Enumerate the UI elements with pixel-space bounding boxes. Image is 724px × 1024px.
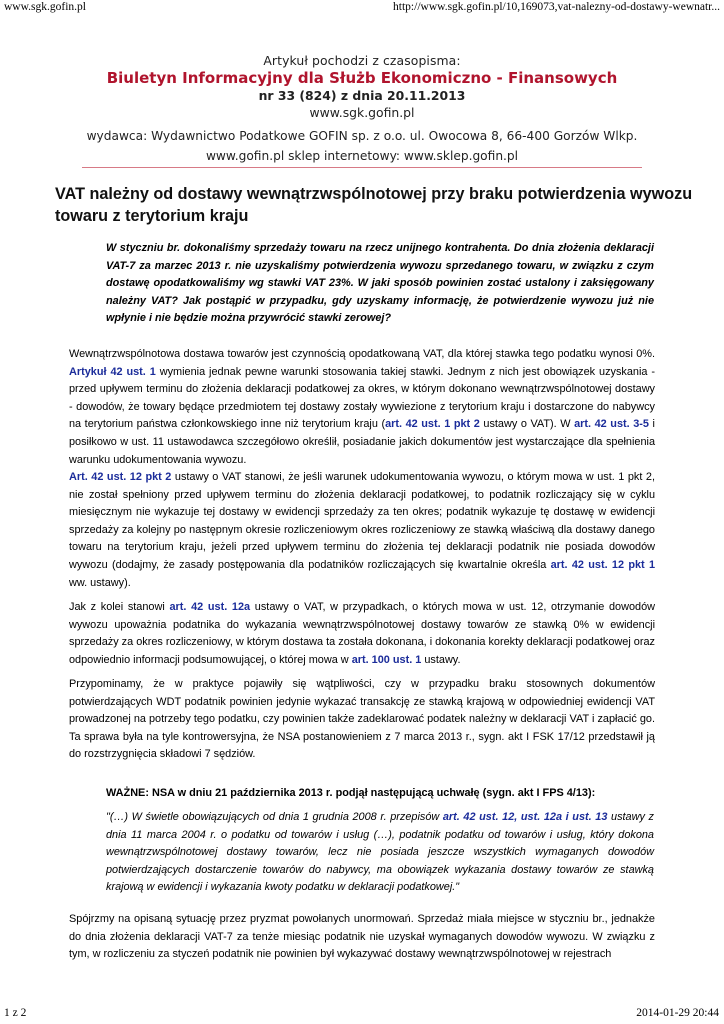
source-intro: Artykuł pochodzi z czasopisma:: [263, 53, 461, 68]
law-link[interactable]: art. 100 ust. 1: [351, 653, 422, 666]
text: ustawy z dnia 11 marca 2004 r. o podatku od towarów i usług (…), podatnik podatku od towarów i usług, który dokona wewnątrzwspólnotowej dostawy towarów, lecz nie posiada jeszcze wszystkich wymaganych dowodów potwierdzających dostarczenie towarów do nabywcy, ma obowiązek wykazania dostawy towarów ze stawką krajową w ewidencji i wykazania kwoty podatku w deklaracji podatkowej.": [106, 811, 654, 894]
text: ustawy o VAT, w przypadkach, o których mowa w ust. 12, otrzymanie dowodów wywozu upoważnia podatnika do wykazania wewnątrzwspólnotowej dostawy towarów ze stawką 0% w ewidencji sprzedaży za okres rozliczeniowy, w którym dostawa ta została dokonana, i dokonania korekty deklaracji podatkowej oraz odpowiednio informacji podsumowującej, o której mowa w: [69, 601, 656, 666]
print-header-url: http://www.sgk.gofin.pl/10,169073,vat-nalezny-od-dostawy-wewnatr...: [393, 1, 720, 13]
print-footer: [4, 1007, 720, 1019]
publisher-line: wydawca: Wydawnictwo Podatkowe GOFIN sp. z o.o. ul. Owocowa 8, 66-400 Gorzów Wlkp.: [86, 129, 638, 143]
divider: [82, 167, 642, 168]
publication-title: Biuletyn Informacyjny dla Służb Ekonomiczno - Finansowych: [106, 69, 618, 87]
print-timestamp: 2014-01-29 20:44: [636, 1007, 719, 1019]
text: ww. ustawy).: [69, 576, 131, 589]
text: wymienia jednak pewne warunki stosowania takiej stawki. Jednym z nich jest obowiązek uzyskania - przed upływem terminu do złożenia deklaracji podatkowej za okres, w którym dokonano wewnątrzwspólnotowej dostawy - dowodów, że towary będące przedmiotem tej dostawy zostały wywiezione z terytorium kraju i dostarczone do nabywcy na terytorium państwa członkowskiego inne niż terytorium kraju (: [69, 365, 655, 431]
text: "(…) W świetle obowiązujących od dnia 1 grudnia 2008 r. przepisów: [106, 811, 443, 823]
text: ustawy.: [421, 653, 461, 666]
text: Wewnątrzwspólnotowa dostawa towarów jest czynnością opodatkowaną VAT, dla której stawka tego podatku wynosi 0%.: [69, 348, 655, 360]
issue-info: nr 33 (824) z dnia 20.11.2013: [258, 88, 466, 103]
law-link[interactable]: Art. 42 ust. 12 pkt 2: [69, 471, 172, 483]
article-lead: W styczniu br. dokonaliśmy sprzedaży towaru na rzecz unijnego kontrahenta. Do dnia złożenia deklaracji VAT-7 za marzec 2013 r. nie uzyskaliśmy potwierdzenia wywozu sprzedanego towaru, w związku z czym dostawę opodatkowaliśmy wg stawki VAT 23%. W jaki sposób powinien zostać ustalony i zaksięgowany należny VAT? Jak postąpić w przypadku, gdy uzyskamy informację, że potwierdzenie wywozu już nie wpłynie i nie będzie można przywrócić stawki zerowej?: [106, 242, 654, 324]
print-header: [4, 1, 720, 13]
print-header-site: www.sgk.gofin.pl: [4, 1, 86, 13]
text: i posiłkowo w ust. 11 ustawodawca szczegółowo określił, posiadanie jakich dokumentów jest wystarczające dla spełnienia warunku udokumentowania wywozu.: [69, 418, 655, 466]
law-link[interactable]: art. 42 ust. 12, ust. 12a i ust. 13: [442, 811, 608, 823]
page-counter: 1 z 2: [4, 1007, 27, 1019]
important-note: WAŻNE: NSA w dniu 21 października 2013 r. podjął następującą uchwałę (sygn. akt I FPS 4/13):: [106, 787, 596, 799]
paragraph-4: Przypominamy, że w praktyce pojawiły się wątpliwości, czy w przypadku braku stosownych dokumentów potwierdzających WDT podatnik powinien jedynie wykazać transakcję ze stawką krajową w odpowiedniej ewidencji VAT prowadzonej na potrzeby tego podatku, czy powinien także zadeklarować podatek należny w deklaracji VAT i zapłacić go. Ta sprawa była na tyle kontrowersyjna, że NSA postanowieniem z 7 marca 2013 r., sygn. akt I FSK 17/12 przedstawił ją do rozstrzygnięcia składowi 7 sędziów.: [69, 678, 655, 761]
law-link[interactable]: art. 42 ust. 3-5: [574, 418, 649, 431]
law-link[interactable]: Artykuł 42 ust. 1: [69, 365, 156, 378]
text: ustawy o VAT). W: [479, 418, 575, 431]
paragraph-5: Spójrzmy na opisaną sytuację przez pryzmat powołanych unormowań. Sprzedaż miała miejsce w styczniu br., jednakże do dnia złożenia deklaracji VAT-7 za tenże miesiąc podatnik nie uzyskał wymaganych dowodów wywozu. W związku z tym, w rozliczeniu za styczeń podatnik nie powinien był wykazywać dostawy wewnątrzwspólnotowej w rejestrach: [69, 913, 655, 961]
source-url[interactable]: www.sgk.gofin.pl: [309, 105, 415, 120]
law-link[interactable]: art. 42 ust. 12a: [169, 601, 251, 613]
paragraph-3: [69, 599, 655, 669]
resolution-quote: [106, 809, 654, 897]
law-link[interactable]: art. 42 ust. 1 pkt 2: [385, 418, 480, 431]
law-link[interactable]: art. 42 ust. 12 pkt 1: [550, 558, 656, 571]
paragraph-2: [69, 469, 655, 592]
article-title: VAT należny od dostawy wewnątrzwspólnotowej przy braku potwierdzenia wywozu towaru z terytorium kraju: [55, 185, 693, 225]
paragraph-1: [69, 346, 655, 469]
text: Jak z kolei stanowi: [69, 601, 170, 613]
publisher-links[interactable]: www.gofin.pl sklep internetowy: www.sklep.gofin.pl: [205, 149, 519, 163]
source-block: [60, 52, 664, 122]
publisher-block: [60, 126, 664, 166]
text: ustawy o VAT stanowi, że jeśli warunek udokumentowania wywozu, o którym mowa w ust. 1 pkt 2, nie został spełniony przed upływem terminu do złożenia deklaracji podatkowej, to podatnik rozliczający się w cyklu miesięcznym nie wykazuje tej dostawy w ewidencji sprzedaży za ten okres; podatnik wykazuje tę dostawę w ewidencji sprzedaży za kolejny po następnym okresie rozliczeniowym okres rozliczeniowy ze stawką właściwą dla dostawy danego towaru na terytorium kraju, jeżeli przed upływem terminu do złożenia tej deklaracji podatnik nie posiada dowodów wywozu (dodajmy, że zasady postępowania dla podatników rozliczających się kwartalnie określa: [69, 471, 655, 571]
